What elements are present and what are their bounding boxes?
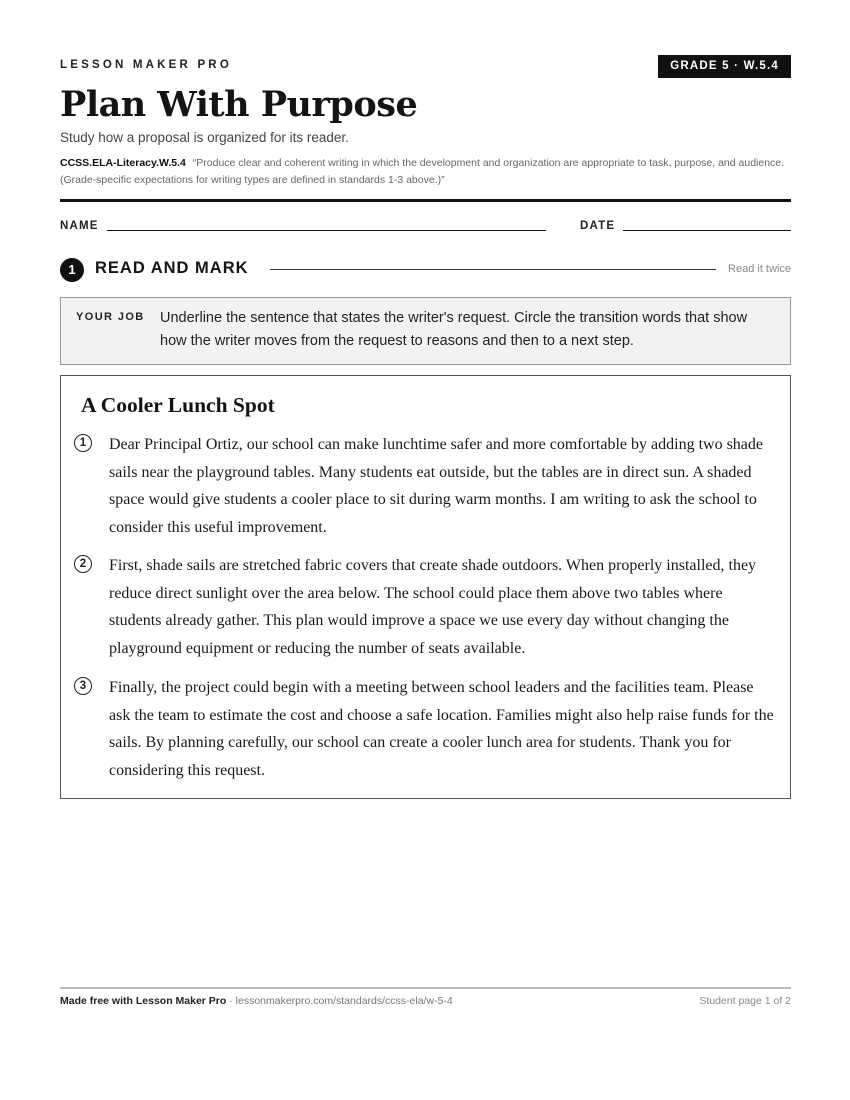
grade-badge: GRADE 5 · W.5.4 bbox=[658, 55, 791, 78]
footer-url[interactable]: · lessonmakerpro.com/standards/ccss-ela/w-5-4 bbox=[226, 995, 453, 1007]
instructions-text: Underline the sentence that states the writer's request. Circle the transition words that show how the writer moves from the request to reasons and then to a next step. bbox=[160, 310, 748, 349]
paragraph-number: 1 bbox=[74, 434, 92, 452]
paragraph-text: Finally, the project could begin with a meeting between school leaders and the facilities team. Please ask the team to estimate the cost and choose a safe location. Families might also help raise funds for the sails. By planning carefully, our school can create a cooler lunch area for students. Thank you for considering this request. bbox=[109, 679, 774, 779]
footer-divider bbox=[60, 987, 791, 989]
standard-description bbox=[60, 155, 791, 189]
paragraph-text: First, shade sails are stretched fabric covers that create shade outdoors. When properly installed, they reduce direct sunlight over the area below. The school could place them above two tables where students already gather. This plan would improve a space we use every day without changing the playground equipment or reducing the number of seats available. bbox=[109, 557, 757, 657]
instructions-box bbox=[60, 297, 791, 365]
brand-name: LESSON MAKER PRO bbox=[60, 59, 232, 71]
name-line[interactable] bbox=[107, 230, 546, 231]
section-title: READ AND MARK bbox=[95, 259, 249, 277]
footer-page-number: Student page 1 of 2 bbox=[699, 995, 791, 1007]
page-subtitle: Study how a proposal is organized for its reader. bbox=[60, 130, 349, 145]
section-number-badge: 1 bbox=[60, 258, 84, 282]
instructions-label: YOUR JOB bbox=[76, 311, 145, 323]
date-line[interactable] bbox=[623, 230, 791, 231]
worksheet-page bbox=[60, 0, 791, 1100]
footer-credit bbox=[60, 995, 453, 1007]
standard-code: CCSS.ELA-Literacy.W.5.4 bbox=[60, 157, 186, 169]
paragraph-number: 3 bbox=[74, 677, 92, 695]
name-label: NAME bbox=[60, 220, 99, 232]
page-title: Plan With Purpose bbox=[60, 84, 418, 125]
section-rule bbox=[270, 269, 716, 270]
passage-title: A Cooler Lunch Spot bbox=[81, 393, 275, 417]
paragraph-number: 2 bbox=[74, 555, 92, 573]
section-note: Read it twice bbox=[728, 263, 791, 275]
footer-made-with: Made free with Lesson Maker Pro bbox=[60, 995, 227, 1007]
paragraph-text: Dear Principal Ortiz, our school can make lunchtime safer and more comfortable by adding two shade sails near the playground tables. Many students eat outside, but the tables are in direct sun. A shaded space would give students a cooler place to sit during warm months. I am writing to ask the school to consider this useful improvement. bbox=[109, 436, 763, 536]
passage-box bbox=[60, 375, 791, 799]
header-divider bbox=[60, 199, 791, 202]
standard-text: “Produce clear and coherent writing in which the development and organization are appropriate to task, purpose, and audience. (Grade-specific expectations for writing types are defined in standards 1-3 above.)” bbox=[60, 157, 785, 186]
date-label: DATE bbox=[580, 220, 616, 232]
